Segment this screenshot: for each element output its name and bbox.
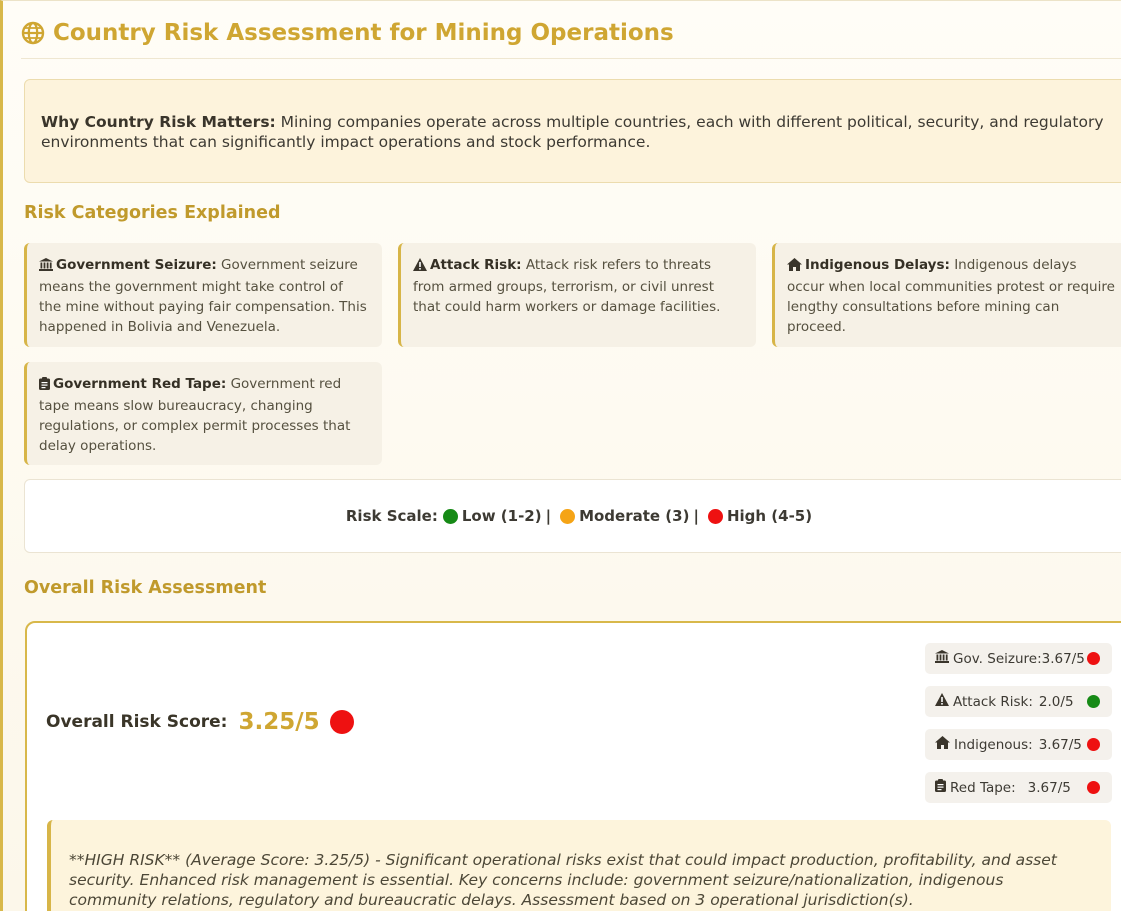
breakdown-label: Indigenous:: [954, 736, 1033, 753]
breakdown-label: Gov. Seizure:: [953, 650, 1042, 667]
overall-score-value: 3.25/5: [238, 709, 320, 735]
breakdown-value: 3.67/5: [1041, 650, 1085, 667]
category-label: Attack Risk:: [430, 257, 522, 273]
category-text: Government red tape means slow bureaucracy, changing regulations, or complex permit processes that delay operations.: [39, 376, 351, 454]
page-header: [21, 18, 1121, 59]
moderate-risk-dot-icon: [560, 509, 575, 524]
breakdown-label: Red Tape:: [950, 779, 1016, 796]
bank-icon: [935, 650, 949, 667]
clipboard-icon: [39, 376, 50, 396]
intro-callout: [24, 79, 1121, 183]
overall-score-label: Overall Risk Score:: [46, 712, 228, 732]
scale-label: Risk Scale:: [345, 507, 438, 525]
category-label: Government Red Tape:: [53, 376, 227, 392]
high-risk-dot-icon: [708, 509, 723, 524]
clipboard-icon: [935, 779, 946, 796]
breakdown-red-tape: [925, 772, 1112, 803]
warning-icon: [413, 257, 427, 277]
risk-scale-legend: [24, 479, 1121, 553]
intro-text: Mining companies operate across multiple countries, each with different political, security, and regulatory environments that can significantly impact operations and stock performance.: [41, 113, 1104, 151]
risk-dot-icon: [1087, 781, 1100, 794]
breakdown-value: 2.0/5: [1038, 693, 1074, 710]
category-card-red-tape: [24, 362, 382, 465]
breakdown-value: 3.67/5: [1027, 779, 1071, 796]
low-risk-dot-icon: [443, 509, 458, 524]
overall-assessment-card: [25, 621, 1121, 911]
overall-heading: Overall Risk Assessment: [24, 578, 267, 598]
category-card-government-seizure: [24, 243, 382, 347]
risk-dot-icon: [1087, 652, 1100, 665]
breakdown-indigenous: [925, 729, 1112, 760]
categories-heading: Risk Categories Explained: [24, 203, 281, 223]
category-text: Government seizure means the government might take control of the mine without paying fair compensation. This happened in Bolivia and Venezuela.: [39, 257, 367, 335]
scale-low: Low (1-2): [461, 507, 542, 525]
risk-analysis-summary: **HIGH RISK** (Average Score: 3.25/5) - Significant operational risks exist that could impact production, profitability, and asset security. Enhanced risk management is essential. Key concerns include: government seizure/nationalization, indigenous community relations, regulatory and bureaucratic delays. Assessment based on 3 operational jurisdiction(s).: [47, 820, 1111, 911]
scale-high: High (4-5): [726, 507, 813, 525]
category-text: Attack risk refers to threats from armed groups, terrorism, or civil unrest that could harm workers or damage facilities.: [413, 257, 721, 315]
home-icon: [787, 257, 802, 277]
risk-dot-icon: [1087, 695, 1100, 708]
breakdown-gov-seizure: [925, 643, 1112, 674]
scale-separator: |: [693, 507, 699, 525]
category-label: Indigenous Delays:: [805, 257, 950, 273]
overall-risk-dot-icon: [330, 710, 354, 734]
breakdown-value: 3.67/5: [1038, 736, 1082, 753]
warning-icon: [935, 693, 949, 710]
risk-dot-icon: [1087, 738, 1100, 751]
breakdown-label: Attack Risk:: [953, 693, 1033, 710]
overall-score-row: [46, 709, 354, 735]
category-card-indigenous-delays: [772, 243, 1121, 347]
scale-moderate: Moderate (3): [579, 507, 690, 525]
bank-icon: [39, 257, 53, 277]
category-text: Indigenous delays occur when local communities protest or require lengthy consultations before mining can proceed.: [787, 257, 1115, 335]
page-title: Country Risk Assessment for Mining Operations: [53, 20, 674, 46]
home-icon: [935, 736, 950, 753]
breakdown-attack-risk: [925, 686, 1112, 717]
category-label: Government Seizure:: [56, 257, 217, 273]
scale-separator: |: [545, 507, 552, 525]
intro-label: Why Country Risk Matters:: [41, 113, 276, 131]
category-card-attack-risk: [398, 243, 756, 347]
globe-icon: [21, 21, 45, 45]
